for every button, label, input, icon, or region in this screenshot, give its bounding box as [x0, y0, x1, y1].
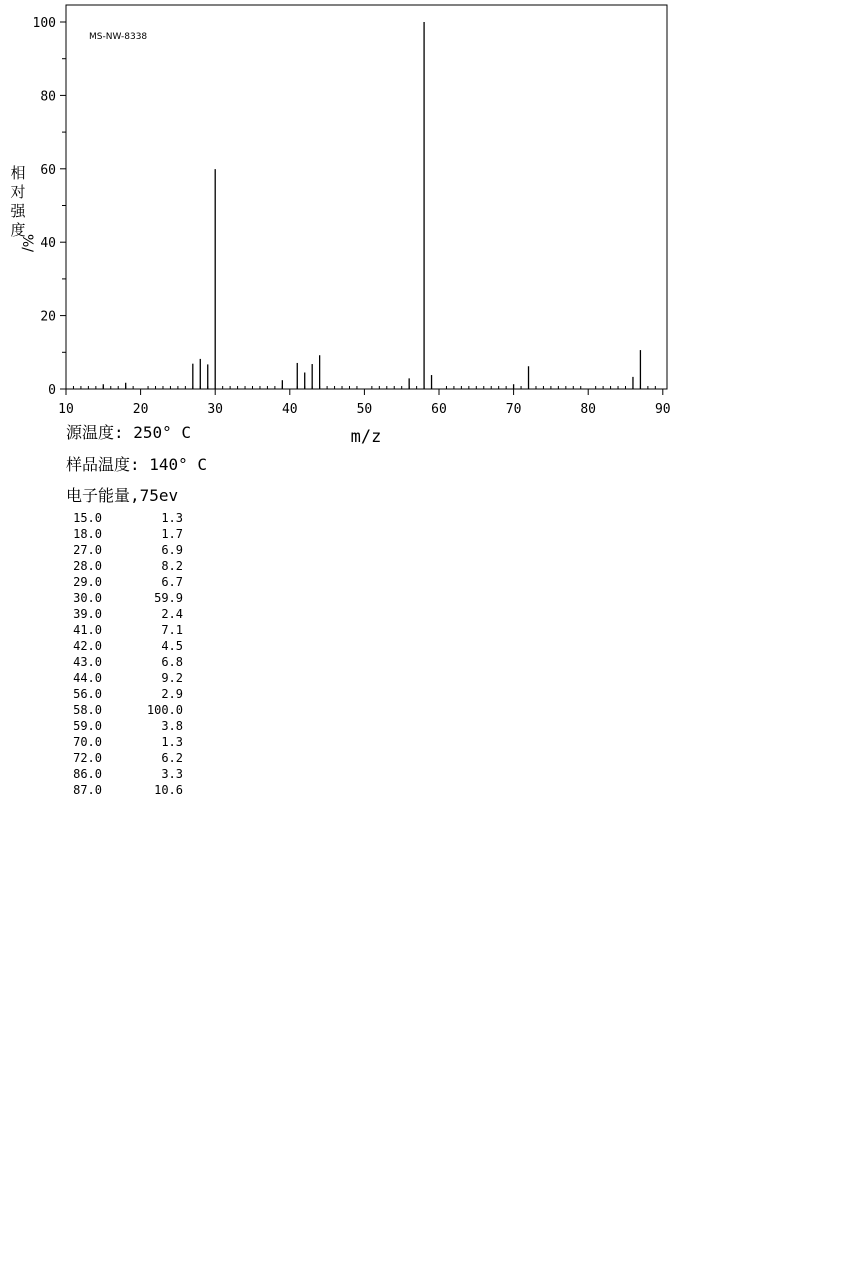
peak-intensity: 59.9 — [154, 591, 183, 605]
peak-row — [70, 638, 190, 654]
peak-intensity: 9.2 — [161, 671, 183, 685]
peak-mz: 86.0 — [73, 767, 102, 781]
peak-mz: 42.0 — [73, 639, 102, 653]
y-label-unit: %/ — [19, 233, 35, 253]
y-tick-label: 100 — [32, 16, 56, 31]
peak-mz: 43.0 — [73, 655, 102, 669]
peak-mz: 29.0 — [73, 575, 102, 589]
peak-mz: 59.0 — [73, 719, 102, 733]
y-tick-label: 0 — [48, 383, 56, 398]
peak-mz: 15.0 — [73, 511, 102, 525]
peak-intensity: 1.7 — [161, 527, 183, 541]
peak-row — [70, 734, 190, 750]
peak-row — [70, 766, 190, 782]
peak-row — [70, 718, 190, 734]
peak-mz: 56.0 — [73, 687, 102, 701]
peak-row — [70, 622, 190, 638]
peak-row — [70, 510, 190, 526]
peak-mz: 28.0 — [73, 559, 102, 573]
y-tick-label: 40 — [40, 236, 56, 252]
peak-row — [70, 574, 190, 590]
peak-mz: 87.0 — [73, 783, 102, 797]
peak-row — [70, 526, 190, 542]
peak-row — [70, 606, 190, 622]
peak-intensity: 3.3 — [161, 767, 183, 781]
peak-row — [70, 542, 190, 558]
peak-mz: 70.0 — [73, 735, 102, 749]
peak-row — [70, 782, 190, 798]
peak-intensity: 6.8 — [161, 655, 183, 669]
peak-intensity: 8.2 — [161, 559, 183, 573]
peak-row — [70, 702, 190, 718]
x-tick-label: 50 — [356, 402, 373, 417]
y-label-char: 强 — [10, 202, 26, 220]
peak-intensity: 2.9 — [161, 687, 183, 701]
peak-table — [70, 510, 190, 798]
bars — [103, 22, 640, 389]
peak-mz: 27.0 — [73, 543, 102, 557]
plot-frame — [66, 5, 667, 389]
y-label-char: 对 — [10, 183, 26, 201]
y-label-char: 度 — [10, 221, 26, 239]
x-ticks — [58, 389, 670, 417]
peak-intensity: 6.2 — [161, 751, 183, 765]
x-tick-label: 90 — [654, 402, 671, 417]
peak-intensity: 1.3 — [161, 735, 183, 749]
y-tick-label: 20 — [40, 309, 56, 325]
x-tick-label: 60 — [431, 402, 447, 417]
peak-mz: 41.0 — [73, 623, 102, 637]
y-tick-label: 60 — [40, 162, 56, 178]
y-tick-label: 80 — [40, 89, 56, 105]
spectrum-code: MS-NW-8338 — [89, 32, 148, 42]
sample-temperature: 样品温度: 140° C — [66, 455, 208, 474]
peak-mz: 18.0 — [73, 527, 102, 541]
peak-intensity: 6.7 — [161, 575, 183, 589]
peak-row — [70, 670, 190, 686]
x-axis-label: m/z — [350, 427, 382, 447]
peak-mz: 44.0 — [73, 671, 102, 685]
source-temperature: 源温度: 250° C — [66, 423, 192, 442]
y-axis-label — [10, 164, 35, 252]
peak-intensity: 1.3 — [161, 511, 183, 525]
peak-intensity: 10.6 — [154, 783, 183, 797]
peak-mz: 39.0 — [73, 607, 102, 621]
peak-intensity: 4.5 — [161, 639, 183, 653]
peak-intensity: 100.0 — [146, 703, 183, 717]
y-ticks — [33, 16, 66, 398]
electron-energy: 电子能量,75ev — [66, 486, 179, 505]
x-tick-label: 80 — [580, 402, 597, 417]
x-tick-label: 20 — [132, 402, 149, 417]
peak-mz: 30.0 — [73, 591, 102, 605]
peak-intensity: 2.4 — [161, 607, 183, 621]
peak-row — [70, 686, 190, 702]
peak-row — [70, 590, 190, 606]
x-tick-label: 40 — [281, 402, 298, 417]
y-label-char: 相 — [10, 164, 26, 182]
peak-row — [70, 750, 190, 766]
peak-intensity: 3.8 — [161, 719, 183, 733]
x-tick-label: 10 — [58, 402, 74, 417]
peak-row — [70, 654, 190, 670]
mass-spectrum-chart — [0, 0, 850, 470]
x-tick-label: 70 — [505, 402, 522, 417]
peak-mz: 58.0 — [73, 703, 102, 717]
x-tick-label: 30 — [207, 402, 224, 417]
peak-mz: 72.0 — [73, 751, 102, 765]
peak-row — [70, 558, 190, 574]
peak-intensity: 6.9 — [161, 543, 183, 557]
minor-ticks — [62, 59, 663, 389]
peak-intensity: 7.1 — [161, 623, 183, 637]
